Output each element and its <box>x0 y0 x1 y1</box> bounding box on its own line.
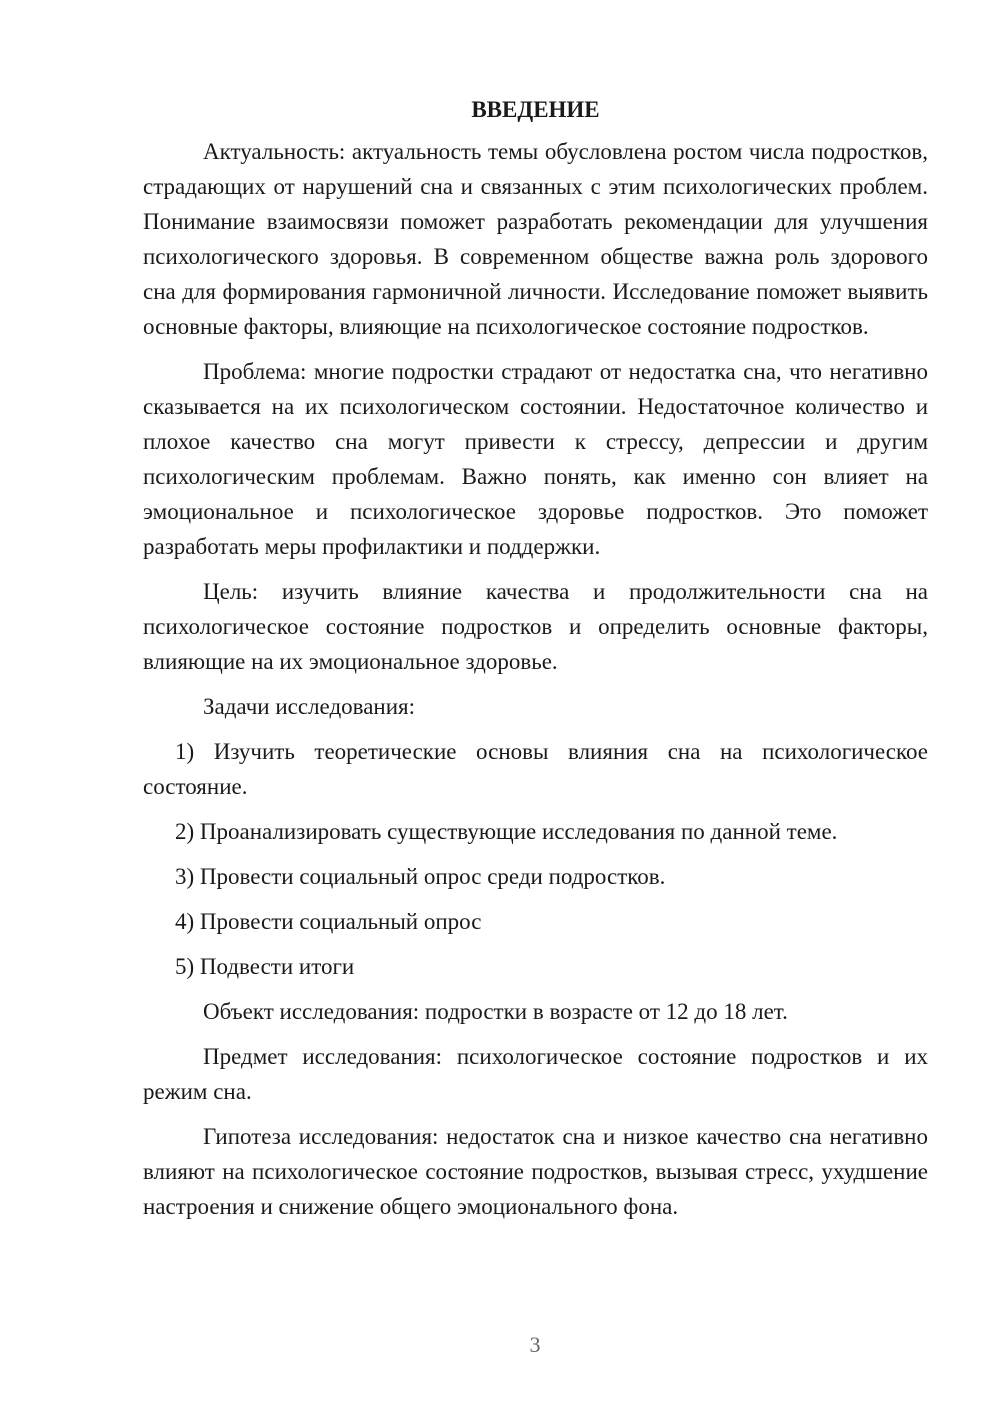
goal-paragraph: Цель: изучить влияние качества и продолжительности сна на психологическое состояние подростков и определить основные факторы, влияющие на их эмоциональное здоровье. <box>143 579 928 674</box>
page-content <box>143 90 928 1234</box>
task-item: 4) Провести социальный опрос <box>175 909 482 934</box>
page-number: 3 <box>529 1332 541 1357</box>
relevance-paragraph: Актуальность: актуальность темы обусловлена ростом числа подростков, страдающих от нарушений сна и связанных с этим психологических проблем. Понимание взаимосвязи поможет разработать рекомендации для улучшения психологического здоровья. В современном обществе важна роль здорового сна для формирования гармоничной личности. Исследование поможет выявить основные факторы, влияющие на психологическое состояние подростков. <box>143 139 928 339</box>
task-item: 3) Провести социальный опрос среди подростков. <box>175 864 666 889</box>
section-title: ВВЕДЕНИЕ <box>471 97 600 122</box>
hypothesis-paragraph: Гипотеза исследования: недостаток сна и низкое качество сна негативно влияют на психологическое состояние подростков, вызывая стресс, ухудшение настроения и снижение общего эмоционального фона. <box>143 1124 928 1219</box>
object-paragraph: Объект исследования: подростки в возрасте от 12 до 18 лет. <box>203 999 788 1024</box>
tasks-heading: Задачи исследования: <box>203 694 416 719</box>
task-item: 5) Подвести итоги <box>175 954 355 979</box>
tasks-list <box>143 734 928 984</box>
subject-paragraph: Предмет исследования: психологическое состояние подростков и их режим сна. <box>143 1044 928 1104</box>
task-item: 2) Проанализировать существующие исследования по данной теме. <box>175 819 838 844</box>
task-item: 1) Изучить теоретические основы влияния сна на психологическое состояние. <box>143 739 928 799</box>
problem-paragraph: Проблема: многие подростки страдают от недостатка сна, что негативно сказывается на их психологическом состоянии. Недостаточное количество и плохое качество сна могут привести к стрессу, депрессии и другим психологическим проблемам. Важно понять, как именно сон влияет на эмоциональное и психологическое здоровье подростков. Это поможет разработать меры профилактики и поддержки. <box>143 359 928 559</box>
